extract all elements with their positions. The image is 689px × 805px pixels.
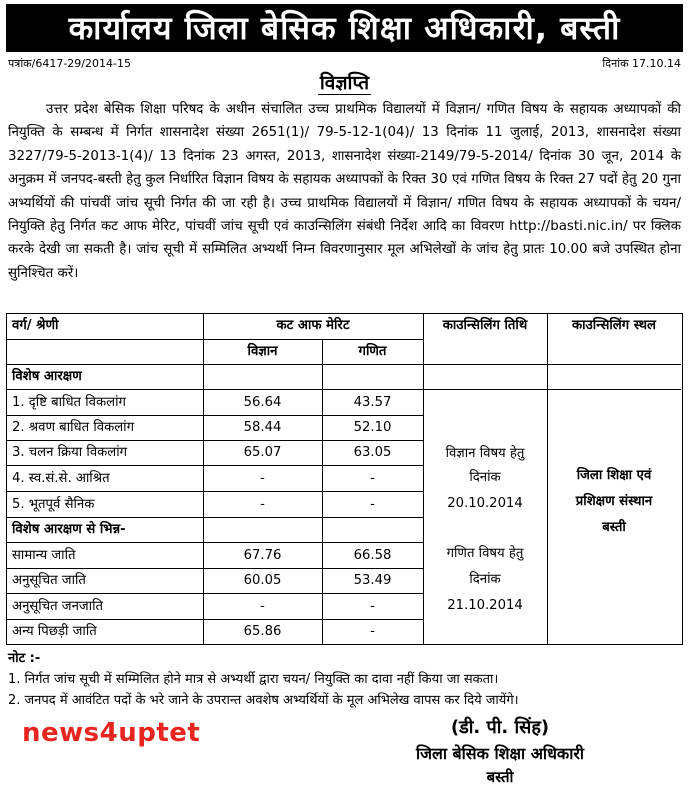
row-category: 4. स्व.सं.से. आश्रित	[12, 471, 110, 486]
signatory-designation: जिला बेसिक शिक्षा अधिकारी	[415, 744, 585, 763]
place-line-1: जिला शिक्षा एवं	[576, 468, 652, 483]
row-science: 65.86	[243, 624, 282, 639]
notes-heading: नोट :-	[8, 651, 41, 666]
header-counselling-date: काउन्सिलिंग तिथि	[442, 318, 528, 333]
row-science: 56.64	[243, 395, 282, 410]
place-line-2: प्रशिक्षण संस्थान	[575, 494, 653, 509]
row-maths: -	[370, 497, 375, 512]
row-maths: 52.10	[353, 420, 392, 435]
header-science: विज्ञान	[247, 344, 278, 359]
row-category: अनुसूचित जाति	[12, 573, 86, 588]
signatory-place: बस्ती	[486, 768, 514, 786]
row-science: 67.76	[243, 548, 282, 563]
row-maths: -	[370, 599, 375, 614]
notice-body: उत्तर प्रदेश बेसिक शिक्षा परिषद के अधीन संचालित उच्च प्राथमिक विद्यालयों में विज्ञान/ गणित विषय के सहायक अध्यापकों की नियुक्ति के सम्बन्ध में निर्गत शासनादेश संख्या 2651(1)/ 79-5-12-1(04)/ 13 दिनांक 11 जुलाई, 2013, शासनादेश संख्या 3227/79-5-2013-1(4)/ 13 दिनांक 23 अगस्त, 2013, शासनादेश संख्या-2149/79-5-2014/ दिनांक 30 जून, 2014 के अनुक्रम में जनपद-बस्ती हेतु कुल निर्धारित विज्ञान विषय के सहायक अध्यापकों के रिक्त 30 एवं गणित विषय के रिक्त 27 पदों हेतु 20 गुना अभ्यर्थियों की पांचवीं जांच सूची निर्गत की जा रही है। उच्च प्राथमिक विद्यालयों में विज्ञान/ गणित विषय के सहायक अध्यापकों के चयन/ नियुक्ति हेतु निर्गत कट आफ मेरिट, पांचवीं जांच सूची एवं काउन्सिलिंग संबंधी निर्देश आदि का विवरण http://basti.nic.in/ पर क्लिक करके देखी जा सकती है। जांच सूची में सम्मिलित अभ्यर्थी निम्न विवरणानुसार मूल अभिलेखों के जांच हेतु प्रातः 10.00 बजे उपस्थित होना सुनिश्चित करें।	[8, 102, 681, 281]
row-science: -	[260, 471, 265, 486]
watermark: news4uptet	[22, 718, 201, 748]
row-category: 1. दृष्टि बाधित विकलांग	[12, 395, 126, 410]
notice-title-text: विज्ञप्ति	[319, 72, 370, 94]
note-item: 2. जनपद में आवंटित पदों के भरे जाने के उपरान्त अवशेष अभ्यर्थियों के मूल अभिलेख वापस कर दिये जायेंगे।	[8, 693, 519, 708]
row-science: -	[260, 599, 265, 614]
letter-number: पत्रांक/6417-29/2014-15	[8, 57, 131, 70]
maths-date-label: गणित विषय हेतु	[446, 546, 524, 561]
section-other-than-special: विशेष आरक्षण से भिन्न-	[12, 522, 126, 537]
header-maths: गणित	[358, 344, 387, 359]
signatory-name: (डी. पी. सिंह)	[450, 717, 550, 738]
row-science: 60.05	[243, 573, 282, 588]
row-science: -	[260, 497, 265, 512]
notice-title	[0, 70, 689, 96]
note-item: 1. निर्गत जांच सूची में सम्मिलित होने मात्र से अभ्यर्थी द्वारा चयन/ नियुक्ति का दावा नहीं किया जा सकता।	[8, 672, 499, 687]
row-maths: 66.58	[353, 548, 392, 563]
row-category: 3. चलन क्रिया विकलांग	[12, 445, 128, 460]
science-date-label: विज्ञान विषय हेतु	[445, 446, 525, 461]
header-category: वर्ग/ श्रेणी	[12, 318, 59, 333]
header-counselling-place: काउन्सिलिंग स्थल	[572, 318, 656, 333]
science-date-value: 20.10.2014	[447, 496, 523, 511]
row-category: अन्य पिछड़ी जाति	[12, 624, 97, 639]
section-special-reservation: विशेष आरक्षण	[12, 369, 82, 384]
science-date-word: दिनांक	[469, 470, 501, 485]
place-line-3: बस्ती	[602, 520, 626, 535]
header-cutoff: कट आफ मेरिट	[276, 318, 350, 333]
row-category: सामान्य जाति	[12, 548, 76, 563]
row-maths: 43.57	[353, 395, 392, 410]
row-category: 5. भूतपूर्व सैनिक	[12, 497, 95, 512]
office-header: कार्यालय जिला बेसिक शिक्षा अधिकारी, बस्ती	[6, 4, 683, 52]
maths-date-value: 21.10.2014	[447, 598, 523, 613]
row-maths: -	[370, 471, 375, 486]
row-category: 2. श्रवण बाधित विकलांग	[12, 420, 135, 435]
signature-block	[350, 714, 650, 788]
cutoff-table	[6, 313, 683, 645]
letter-date: दिनांक 17.10.14	[602, 57, 681, 70]
row-science: 65.07	[243, 445, 282, 460]
row-category: अनुसूचित जनजाति	[12, 599, 104, 614]
notes-section	[8, 648, 681, 711]
row-maths: 53.49	[353, 573, 392, 588]
row-maths: 63.05	[353, 445, 392, 460]
row-maths: -	[370, 624, 375, 639]
row-science: 58.44	[243, 420, 282, 435]
maths-date-word: दिनांक	[469, 572, 501, 587]
